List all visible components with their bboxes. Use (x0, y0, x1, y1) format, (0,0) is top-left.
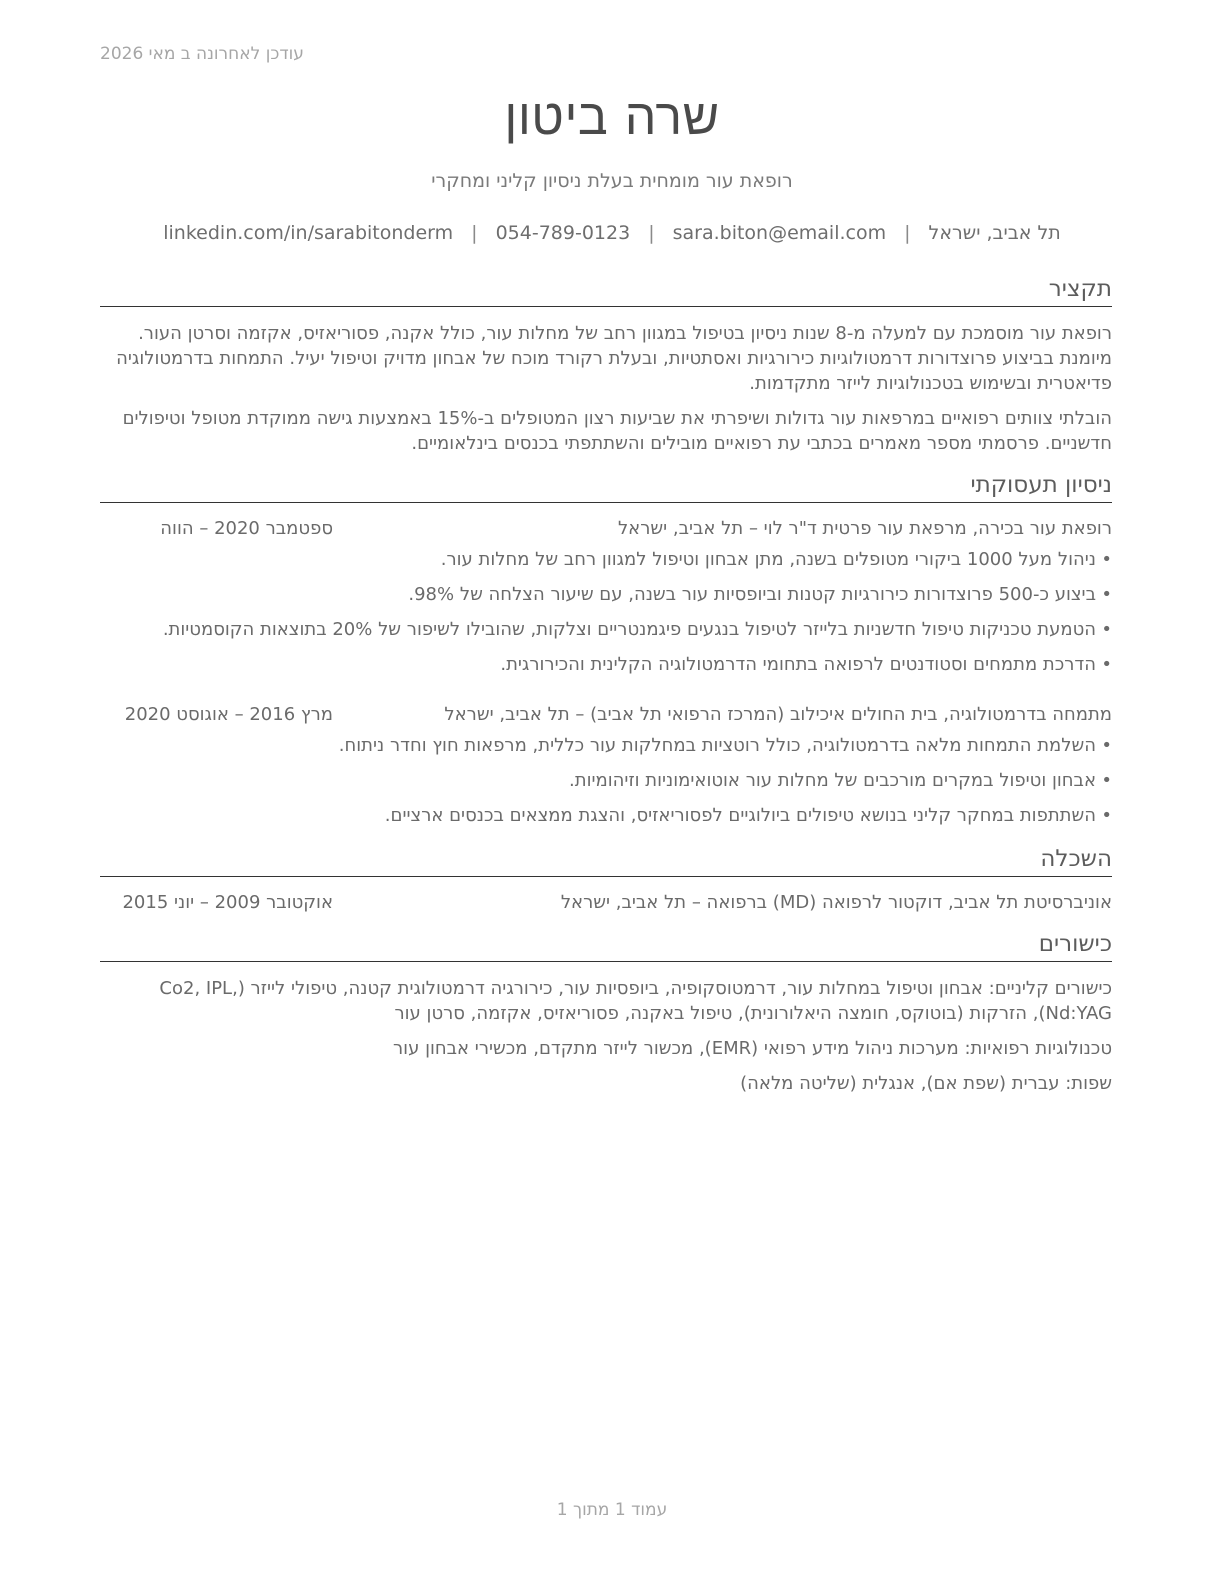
bullet-icon: • (1101, 584, 1112, 605)
job-role: מתמחה בדרמטולוגיה, בית החולים איכילוב (המרכז הרפואי תל אביב) – תל אביב, ישראל (444, 704, 1112, 725)
skills-line: כישורים קליניים: אבחון וטיפול במחלות עור, דרמטוסקופיה, ביופסיות עור, כירורגיה דרמטולוגית קטנה, טיפולי לייזר (Co2, IPL, Nd:YAG), הזרקות (בוטוקס, חומצה היאלורונית), טיפול באקנה, פסוריאזיס, אקזמה, סרטן עור (159, 978, 1112, 1024)
bullet-text: השתתפות במחקר קליני בנושא טיפולים ביולוגיים לפסוריאזיס, והצגת ממצאים בכנסים ארציים. (384, 805, 1096, 826)
bullet-icon: • (1101, 549, 1112, 570)
bullet-text: ניהול מעל 1000 ביקורי מטופלים בשנה, מתן אבחון וטיפול למגוון רחב של מחלות עור. (440, 549, 1096, 570)
contact-phone: 054-789-0123 (495, 222, 631, 244)
job-header (100, 517, 1112, 541)
job-dates: ספטמבר 2020 – הווה (160, 518, 333, 539)
education-dates: אוקטובר 2009 – יוני 2015 (122, 892, 333, 913)
job-dates: מרץ 2016 – אוגוסט 2020 (124, 704, 333, 725)
education-degree: אוניברסיטת תל אביב, דוקטור לרפואה (MD) ברפואה – תל אביב, ישראל (560, 892, 1112, 913)
contact-email[interactable]: sara.biton@email.com (672, 222, 887, 244)
bullet-text: השלמת התמחות מלאה בדרמטולוגיה, כולל רוטציות במחלקות עור כללית, מרפאות חוץ וחדר ניתוח. (338, 735, 1096, 756)
skills-line: שפות: עברית (שפת אם), אנגלית (שליטה מלאה) (740, 1073, 1112, 1094)
bullet-text: ביצוע כ-500 פרוצדורות כירורגיות קטנות וביופסיות עור בשנה, עם שיעור הצלחה של 98%. (408, 584, 1096, 605)
contact-line (0, 222, 1224, 244)
section-title-skills: כישורים (100, 929, 1112, 962)
bullet-icon: • (1101, 619, 1112, 640)
contact-location: תל אביב, ישראל (928, 222, 1061, 244)
page-number: עמוד 1 מתוך 1 (556, 1500, 668, 1520)
headline: רופאת עור מומחית בעלת ניסיון קליני ומחקרי (431, 170, 793, 192)
list-item (100, 652, 1112, 677)
list-item (100, 617, 1112, 642)
job-bullets (100, 733, 1112, 828)
list-item (100, 582, 1112, 607)
list-item (100, 768, 1112, 793)
bullet-icon: • (1101, 805, 1112, 826)
contact-linkedin[interactable]: linkedin.com/in/sarabitonderm (163, 222, 454, 244)
skills-line: טכנולוגיות רפואיות: מערכות ניהול מידע רפואי (EMR), מכשור לייזר מתקדם, מכשירי אבחון עור (393, 1038, 1112, 1059)
list-item (100, 733, 1112, 758)
job-bullets (100, 547, 1112, 677)
contact-separator: | (904, 222, 911, 244)
job-role: רופאת עור בכירה, מרפאת עור פרטית ד"ר לוי – תל אביב, ישראל (617, 518, 1112, 539)
bullet-icon: • (1101, 735, 1112, 756)
candidate-name: שרה ביטון (504, 88, 720, 146)
bullet-text: הדרכת מתמחים וסטודנטים לרפואה בתחומי הדרמטולוגיה הקלינית והכירורגית. (500, 654, 1096, 675)
contact-separator: | (471, 222, 478, 244)
section-title-summary: תקציר (100, 274, 1112, 307)
contact-separator: | (648, 222, 655, 244)
job-header (100, 703, 1112, 727)
summary-paragraph: רופאת עור מוסמכת עם למעלה מ-8 שנות ניסיון בטיפול במגוון רחב של מחלות עור, כולל אקנה, פסוריאזיס, אקזמה וסרטן העור. מיומנת בביצוע פרוצדורות דרמטולוגיות כירורגיות ואסתטיות, ובעלת רקורד מוכח של אבחון מדויק וטיפול יעיל. התמחות בדרמטולוגיה פדיאטרית ובשימוש בטכנולוגיות לייזר מתקדמות. (116, 323, 1112, 394)
job-entry (100, 703, 1112, 828)
summary-paragraph: הובלתי צוותים רפואיים במרפאות עור גדולות ושיפרתי את שביעות רצון המטופלים ב-15% באמצעות גישה ממוקדת מטופל וטיפולים חדשניים. פרסמתי מספר מאמרים בכתבי עת רפואיים מובילים והשתתפתי בכנסים בינלאומיים. (122, 408, 1112, 454)
skills-section (100, 929, 1112, 1096)
summary-section (100, 274, 1112, 456)
last-updated: עודכן לאחרונה ב מאי 2026 (100, 44, 304, 64)
education-section (100, 844, 1112, 915)
list-item (100, 803, 1112, 828)
bullet-icon: • (1101, 770, 1112, 791)
education-entry (100, 891, 1112, 915)
experience-section (100, 470, 1112, 828)
resume-body (100, 274, 1112, 1106)
bullet-text: אבחון וטיפול במקרים מורכבים של מחלות עור אוטואימוניות וזיהומיות. (569, 770, 1096, 791)
section-title-experience: ניסיון תעסוקתי (100, 470, 1112, 503)
section-title-education: השכלה (100, 844, 1112, 877)
bullet-icon: • (1101, 654, 1112, 675)
list-item (100, 547, 1112, 572)
job-entry (100, 517, 1112, 677)
bullet-text: הטמעת טכניקות טיפול חדשניות בלייזר לטיפול בנגעים פיגמנטריים וצלקות, שהובילו לשיפור של 20% בתוצאות הקוסמטיות. (162, 619, 1096, 640)
